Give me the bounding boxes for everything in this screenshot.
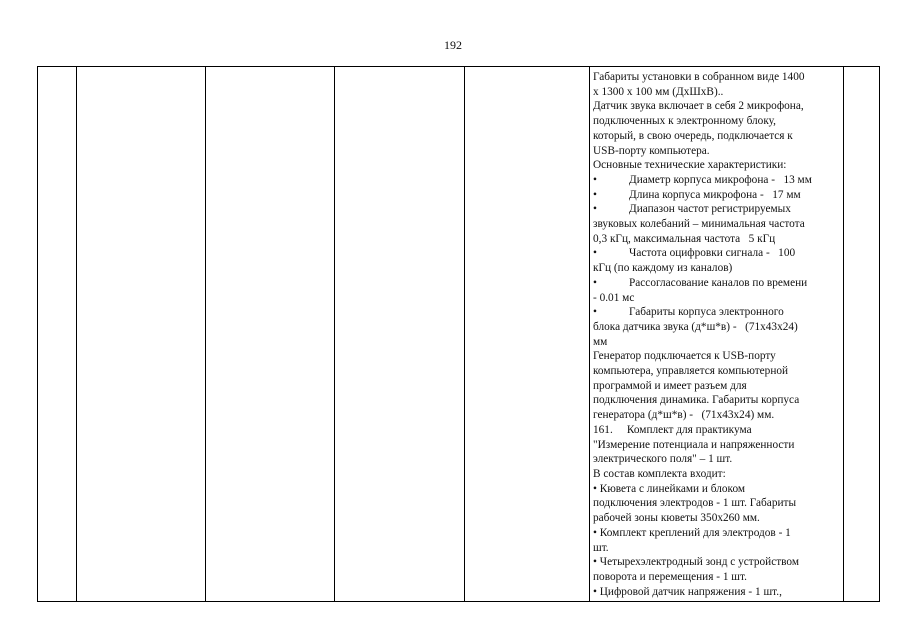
description-line: • Кювета с линейками и блоком: [593, 482, 746, 495]
description-line: 0,3 кГц, максимальная частота 5 кГц: [593, 232, 776, 245]
description-line: • Длина корпуса микрофона - 17 мм: [593, 188, 801, 201]
description-line: • Цифровой датчик напряжения - 1 шт.,: [593, 585, 782, 598]
description-text: [590, 67, 843, 601]
table-cell-empty: [465, 67, 590, 602]
description-line: который, в свою очередь, подключается к: [593, 129, 793, 142]
description-line: - 0.01 мс: [593, 291, 635, 304]
description-line: • Габариты корпуса электронного: [593, 306, 784, 319]
description-line: • Диапазон частот регистрируемых: [593, 203, 791, 216]
description-line: мм: [593, 335, 608, 348]
table-row: [38, 67, 880, 602]
description-line: электрического поля" – 1 шт.: [593, 453, 733, 466]
description-line: х 1300 х 100 мм (ДхШхВ)..: [593, 85, 724, 98]
description-line: Датчик звука включает в себя 2 микрофона,: [593, 100, 804, 113]
bullet-marker: •: [593, 276, 597, 289]
description-line: Основные технические характеристики:: [593, 159, 787, 172]
description-line: рабочей зоны кюветы 350х260 мм.: [593, 512, 760, 525]
bullet-marker: •: [593, 203, 597, 216]
bullet-marker: •: [593, 306, 597, 319]
description-line: • Четырехэлектродный зонд с устройством: [593, 556, 799, 569]
bullet-marker: •: [593, 188, 597, 201]
spec-table: [37, 66, 880, 602]
table-cell-empty: [844, 67, 880, 602]
description-line: блока датчика звука (д*ш*в) - (71х43х24): [593, 320, 798, 333]
table-cell-empty: [77, 67, 206, 602]
description-line: В состав комплекта входит:: [593, 467, 726, 480]
description-line: поворота и перемещения - 1 шт.: [593, 570, 747, 583]
description-line: шт.: [593, 541, 609, 554]
description-line: звуковых колебаний – минимальная частота: [593, 218, 805, 231]
description-line: "Измерение потенциала и напряженности: [593, 438, 795, 451]
table-cell-empty: [206, 67, 335, 602]
description-line: Габариты установки в собранном виде 1400: [593, 71, 805, 83]
bullet-marker: •: [593, 173, 597, 186]
description-line: программой и имеет разъем для: [593, 379, 747, 392]
description-line: подключения электродов - 1 шт. Габариты: [593, 497, 797, 510]
page-number: 192: [444, 38, 462, 52]
description-line: подключения динамика. Габариты корпуса: [593, 394, 800, 407]
description-line: • Комплект креплений для электродов - 1: [593, 526, 791, 539]
description-line: Генератор подключается к USB-порту: [593, 350, 776, 363]
description-line: подключенных к электронному блоку,: [593, 115, 776, 128]
table-cell-description: [590, 67, 844, 602]
description-line: • Частота оцифровки сигнала - 100: [593, 247, 796, 260]
description-line: • Рассогласование каналов по времени: [593, 276, 808, 289]
description-line: генератора (д*ш*в) - (71х43х24) мм.: [593, 409, 775, 422]
bullet-marker: •: [593, 247, 597, 260]
table-cell-number: [38, 67, 77, 602]
description-line: кГц (по каждому из каналов): [593, 262, 733, 275]
description-line: 161. Комплект для практикума: [593, 423, 752, 436]
description-line: • Диаметр корпуса микрофона - 13 мм: [593, 173, 812, 186]
table-cell-empty: [335, 67, 465, 602]
description-line: USB-порту компьютера.: [593, 144, 710, 157]
description-line: компьютера, управляется компьютерной: [593, 365, 789, 378]
